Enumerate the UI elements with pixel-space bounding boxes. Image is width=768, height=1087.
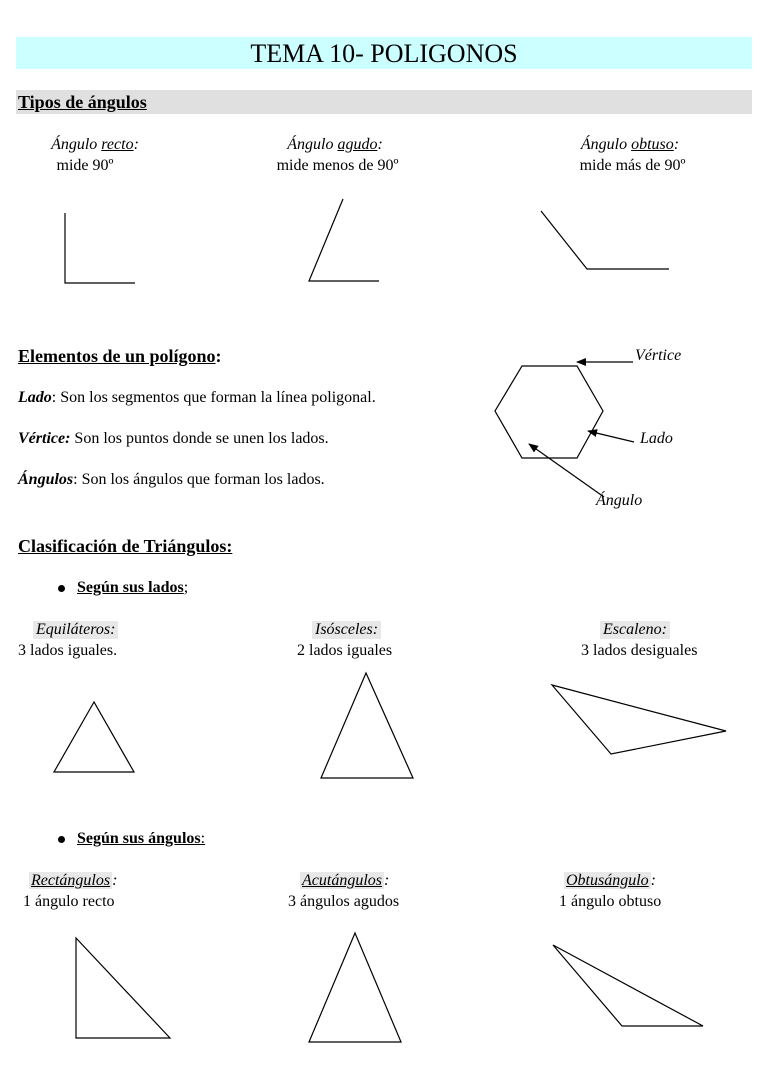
caption-name: Obtusángulo [566,872,649,889]
bullet-dot [58,836,65,843]
caption-prefix: Ángulo [51,136,102,153]
side-label: Lado [640,430,673,447]
angle-label: Ángulo [596,492,643,509]
bullet-text: Según sus lados [77,579,184,596]
shade-isosceles [312,621,381,639]
caption-prefix: Ángulo [580,136,632,153]
caption-suffix: : [377,136,383,153]
acute-triangle [309,933,401,1042]
bullet-by-angles [58,830,205,848]
shade-scalene [600,621,670,639]
hexagon-shape [495,366,603,458]
equilateral-desc: 3 lados iguales. [18,642,118,659]
element-term: Vértice: [18,430,71,447]
scalene-triangle [552,685,726,754]
obtusangulo-caption [564,872,656,890]
obtusangulo-desc: 1 ángulo obtuso [559,893,662,910]
obtuse-triangle [553,945,703,1026]
caption-name: Acutángulos [302,872,382,889]
rectangulos-caption [29,872,117,890]
caption-name: Escaleno: [600,621,670,639]
bullet-text: Según sus ángulos [77,830,201,847]
bullet-by-sides [58,579,188,597]
bullet-dot [58,585,65,592]
caption-name: Equiláteros: [33,621,118,639]
caption-name: agudo [337,136,378,153]
caption-suffix: : [133,136,139,153]
caption-name: recto [101,136,134,153]
element-vertice [18,430,329,448]
acutangulos-desc: 3 ángulos agudos [288,893,400,910]
angle-obtuso-desc: mide más de 90º [579,157,686,174]
page-title: TEMA 10- POLIGONOS [16,37,752,69]
angle-arrow [529,444,604,497]
bullet-suffix: : [200,830,206,847]
vertex-label: Vértice [635,347,682,364]
triangles-heading: Clasificación de Triángulos: [18,536,233,556]
acutangulos-caption [300,872,389,890]
rectangulos-desc: 1 ángulo recto [23,893,115,910]
isosceles-triangle [321,673,413,778]
element-text: : Son los segmentos que forman la línea poligonal. [51,389,376,406]
scalene-desc: 3 lados desiguales [581,642,698,659]
caption-prefix: Ángulo [287,136,338,153]
caption-suffix: : [673,136,680,153]
element-text: : Son los ángulos que forman los lados. [73,471,325,488]
acute-angle-shape [309,199,379,281]
obtuse-angle-shape [541,211,669,269]
angles-heading: Tipos de ángulos [18,92,147,112]
bullet-suffix: ; [183,579,189,596]
element-angulos [18,471,325,489]
caption-suffix: : [384,872,390,889]
elements-heading-text: Elementos de un polígono [18,346,216,366]
caption-suffix: : [650,872,656,889]
angle-recto-desc: mide 90º [56,157,114,174]
right-angle-shape [65,213,135,283]
caption-name: obtuso [631,136,674,153]
caption-name: Rectángulos [31,872,111,889]
elements-heading [18,346,222,367]
isosceles-desc: 2 lados iguales [297,642,393,659]
right-triangle [76,938,170,1038]
side-arrow [588,431,634,442]
equilateral-triangle [54,702,134,772]
elements-heading-suffix: : [215,346,222,366]
caption-suffix: : [112,872,118,889]
element-text: Son los puntos donde se unen los lados. [70,430,329,447]
caption-name: Isósceles: [312,621,381,639]
element-term: Ángulos [18,471,74,488]
element-term: Lado [18,389,52,406]
angle-agudo-desc: mide menos de 90º [276,157,399,174]
element-lado [18,389,376,407]
shade-equilateral [33,621,127,641]
